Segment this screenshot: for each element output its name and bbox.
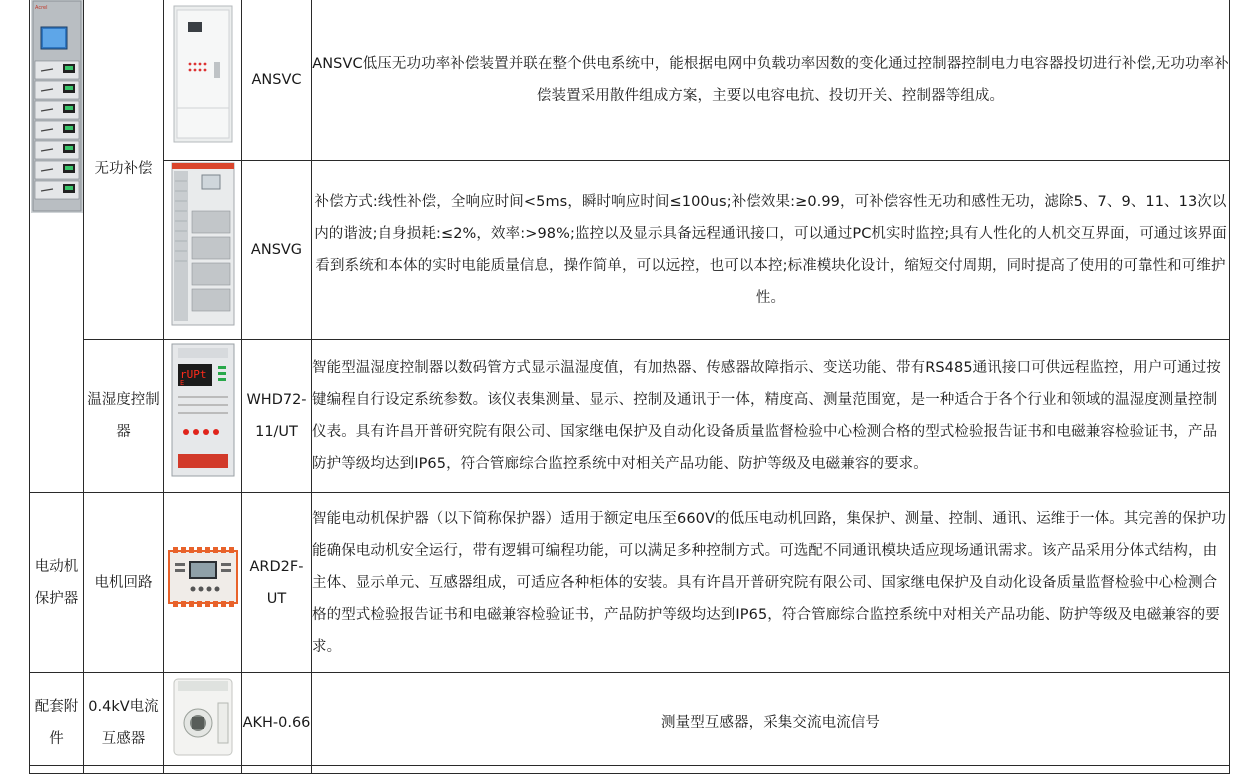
cell-sub-category: 0.4kV电流互感器 bbox=[84, 673, 164, 774]
ansvg-cabinet-image bbox=[168, 161, 238, 327]
product-spec-table bbox=[29, 0, 1230, 774]
cabinet-logo: Acrel bbox=[34, 5, 47, 11]
ansvg-image-cell bbox=[164, 161, 242, 340]
whd72-controller-image bbox=[168, 340, 238, 480]
whd72-image-cell bbox=[164, 340, 242, 493]
table-row bbox=[30, 161, 1230, 340]
current-transformer-image bbox=[168, 673, 238, 761]
table-row bbox=[30, 340, 1230, 493]
whd-display-text: rUPt bbox=[179, 368, 206, 381]
cabinet-image-cell bbox=[30, 0, 84, 493]
ansvc-image-cell bbox=[164, 0, 242, 161]
cell-category: 电动机保护器 bbox=[30, 493, 84, 673]
cell-category: 配套附件 bbox=[30, 673, 84, 774]
ard2f-image-cell bbox=[164, 493, 242, 673]
cell-description: 补偿方式:线性补偿，全响应时间<5ms，瞬时响应时间≤100us;补偿效果:≥0.99，可补偿容性无功和感性无功，滤除5、7、9、11、13次以内的谐波;自身损耗:≤2%，效率:>98%;监控以及显示具备远程通讯接口，可以通过PC机实时监控;具有人性化的人机交互界面，可通过该界面看到系统和本体的实时电能质量信息，操作简单，可以远控，也可以本控;标准模块化设计，缩短交付周期，同时提高了使用的可靠性和可维护性。 bbox=[312, 161, 1230, 340]
cell-sub-category: 无功补偿 bbox=[84, 0, 164, 340]
cell-model: WHD72-11/UT bbox=[242, 340, 312, 493]
whd-display-text-2: E bbox=[179, 379, 184, 387]
cell-sub-category: 温湿度控制器 bbox=[84, 340, 164, 493]
cell-model: ARD2F-UT bbox=[242, 493, 312, 673]
table-row bbox=[30, 493, 1230, 673]
table-row bbox=[30, 0, 1230, 161]
low-voltage-cabinet-image bbox=[31, 0, 83, 213]
cell-sub-category: 电机回路 bbox=[84, 493, 164, 673]
table-bottom-border bbox=[29, 765, 1229, 766]
cell-model: AKH-0.66 bbox=[242, 673, 312, 774]
ansvc-cabinet-image bbox=[168, 4, 238, 144]
cell-model: ANSVG bbox=[242, 161, 312, 340]
cell-model: ANSVC bbox=[242, 0, 312, 161]
cell-description: 智能型温湿度控制器以数码管方式显示温湿度值，有加热器、传感器故障指示、变送功能、带有RS485通讯接口可供远程监控，用户可通过按键编程自行设定系统参数。该仪表集测量、显示、控制及通讯于一体，精度高、测量范围宽，是一种适合于各个行业和领域的温湿度测量控制仪表。具有许昌开普研究院有限公司、国家继电保护及自动化设备质量监督检验中心检测合格的型式检验报告证书和电磁兼容检验证书，产品防护等级均达到IP65，符合管廊综合监控系统中对相关产品功能、防护等级及电磁兼容的要求。 bbox=[312, 340, 1230, 493]
ard2f-protector-image bbox=[167, 545, 239, 609]
cell-description: ANSVC低压无功功率补偿装置并联在整个供电系统中，能根据电网中负载功率因数的变化通过控制器控制电力电容器投切进行补偿,无功功率补偿装置采用散件组成方案，主要以电容电抗、投切开关、控制器等组成。 bbox=[312, 0, 1230, 161]
akh-image-cell bbox=[164, 673, 242, 774]
cell-description: 智能电动机保护器（以下简称保护器）适用于额定电压至660V的低压电动机回路，集保护、测量、控制、通讯、运维于一体。其完善的保护功能确保电动机安全运行，带有逻辑可编程功能，可以满足多种控制方式。可选配不同通讯模块适应现场通讯需求。该产品采用分体式结构，由主体、显示单元、互感器组成，可适应各种柜体的安装。具有许昌开普研究院有限公司、国家继电保护及自动化设备质量监督检验中心检测合格的型式检验报告证书和电磁兼容检验证书，产品防护等级均达到IP65，符合管廊综合监控系统中对相关产品功能、防护等级及电磁兼容的要求。 bbox=[312, 493, 1230, 673]
cell-description: 测量型互感器，采集交流电流信号 bbox=[312, 673, 1230, 774]
table-row bbox=[30, 673, 1230, 774]
